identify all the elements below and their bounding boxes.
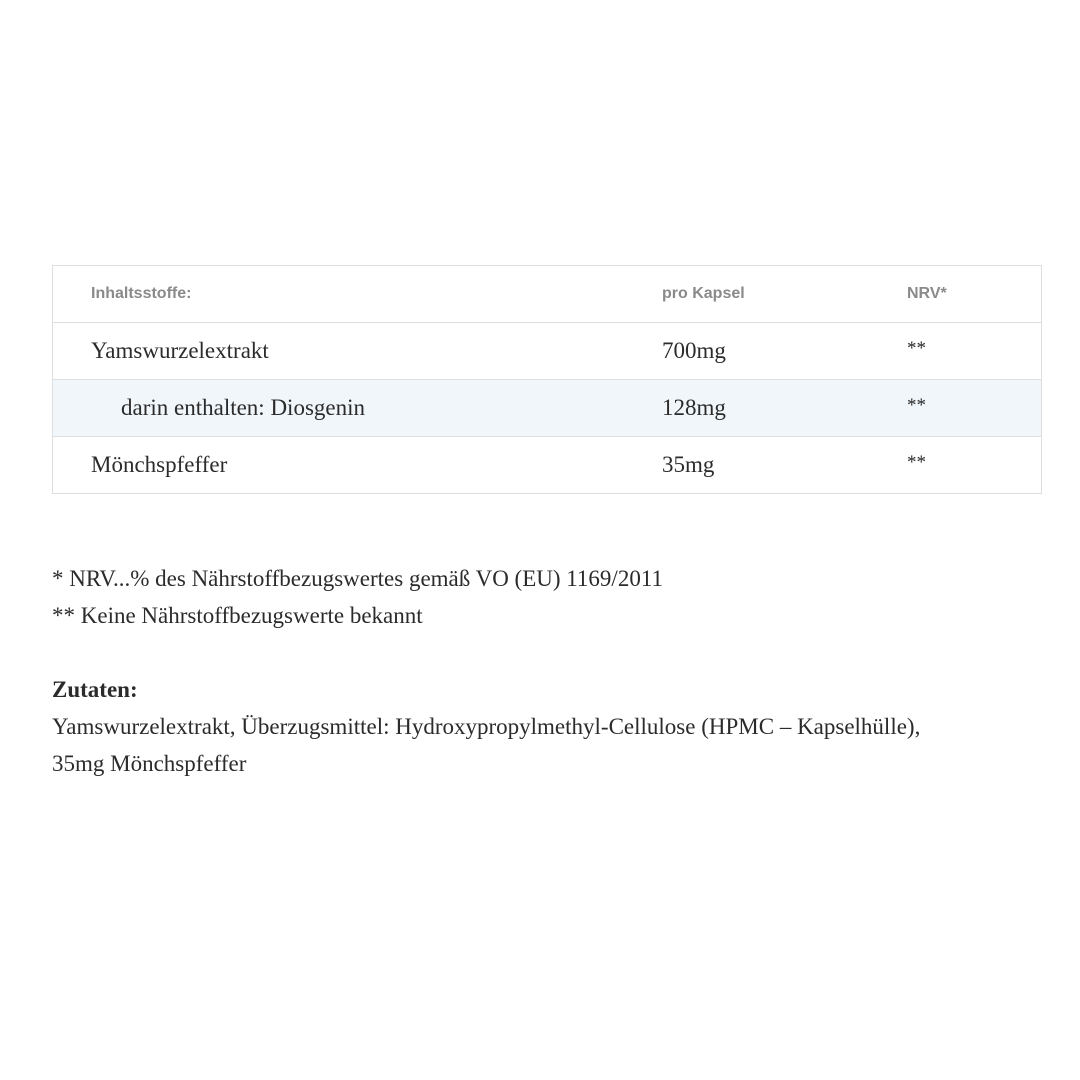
table-row xyxy=(53,436,1041,493)
ingredient-amount: 35mg xyxy=(662,452,715,477)
ingredient-amount: 700mg xyxy=(662,338,726,363)
table-row xyxy=(53,379,1041,436)
table-row xyxy=(53,322,1041,379)
ingredient-name: darin enthalten: Diosgenin xyxy=(121,395,365,420)
header-ingredient: Inhaltsstoffe: xyxy=(91,285,192,302)
footnotes xyxy=(52,560,1042,634)
ingredients-heading: Zutaten: xyxy=(52,677,138,702)
unknown-nrv-footnote: ** Keine Nährstoffbezugswerte bekannt xyxy=(52,603,423,628)
ingredient-nrv: ** xyxy=(907,452,926,473)
header-nrv: NRV* xyxy=(907,285,947,302)
ingredient-nrv: ** xyxy=(907,338,926,359)
table-header-row xyxy=(53,266,1041,322)
ingredient-amount: 128mg xyxy=(662,395,726,420)
nutrition-table xyxy=(52,265,1042,494)
ingredient-name: Mönchspfeffer xyxy=(91,452,228,477)
header-per-capsule: pro Kapsel xyxy=(662,285,745,302)
ingredients-text: Yamswurzelextrakt, Überzugsmittel: Hydroxypropylmethyl-Cellulose (HPMC – Kapselhülle), 35mg Mönchspfeffer xyxy=(52,714,921,776)
ingredients-section xyxy=(52,671,952,782)
ingredient-nrv: ** xyxy=(907,395,926,416)
ingredient-name: Yamswurzelextrakt xyxy=(91,338,269,363)
nrv-footnote: * NRV...% des Nährstoffbezugswertes gemäß VO (EU) 1169/2011 xyxy=(52,566,663,591)
